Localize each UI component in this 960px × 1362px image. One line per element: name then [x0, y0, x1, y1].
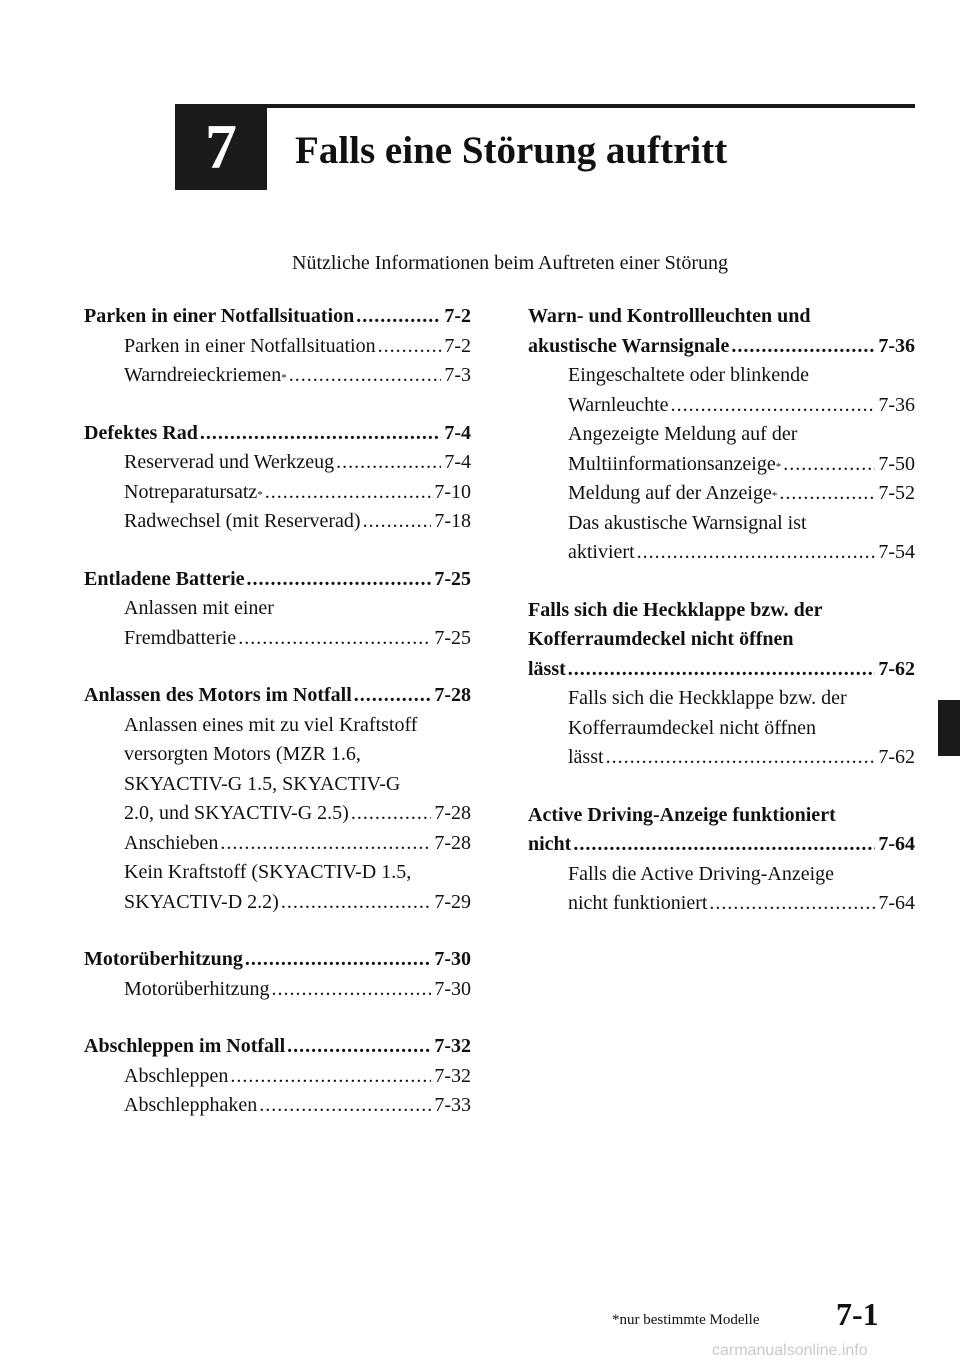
toc-entry-text: Angezeigte Meldung auf der — [568, 423, 798, 445]
toc-main-entry[interactable] — [84, 681, 471, 711]
toc-entry-text: Fremdbatterie — [124, 626, 237, 649]
watermark: carmanualsonline.info — [712, 1342, 868, 1359]
toc-sub-entry[interactable] — [528, 860, 915, 919]
toc-entry-text: Active Driving-Anzeige funktioniert — [528, 803, 836, 826]
toc-line: Meldung auf der Anzeige * ..... 7-52 — [528, 479, 915, 509]
toc-line — [84, 419, 471, 449]
toc-sub-entry[interactable] — [528, 509, 915, 568]
chapter-subtitle: Nützliche Informationen beim Auftreten einer Störung — [292, 252, 728, 274]
toc-line — [528, 596, 915, 626]
toc-entry-text: Falls sich die Heckklappe bzw. der — [528, 598, 823, 621]
toc-line — [84, 711, 471, 741]
toc-section — [84, 945, 471, 1004]
dot-leader — [265, 478, 432, 508]
toc-page-ref: 7-2 — [444, 334, 471, 357]
toc-entry-text: Multiinformationsanzeige — [568, 452, 776, 475]
toc-line — [84, 302, 471, 332]
dot-leader — [573, 830, 875, 860]
toc-page-ref: 7-36 — [878, 393, 915, 416]
toc-line: Warndreieckriemen * ..... 7-3 — [84, 361, 471, 391]
dot-leader — [731, 332, 875, 362]
toc-entry-text: Notreparatursatz — [124, 480, 258, 503]
toc-page-ref: 7-25 — [434, 567, 471, 590]
toc-line — [84, 624, 471, 654]
dot-leader — [363, 507, 432, 537]
toc-entry-text: lässt — [568, 746, 604, 768]
toc-entry-text: Motorüberhitzung — [84, 948, 243, 970]
toc-entry-text: versorgten Motors (MZR 1.6, — [124, 743, 361, 765]
toc-entry-text: Anlassen eines mit zu viel Kraftstoff — [124, 713, 418, 736]
toc-entry-text: Reserverad und Werkzeug — [124, 451, 335, 473]
toc-section — [84, 681, 471, 917]
toc-entry-text: 2.0, und SKYACTIV-G 2.5) — [124, 802, 349, 824]
toc-line — [528, 302, 915, 332]
toc-line — [528, 830, 915, 860]
toc-line — [84, 858, 471, 888]
toc-line — [84, 975, 471, 1005]
toc-page-ref: 7-62 — [878, 746, 915, 768]
dot-leader — [220, 829, 431, 859]
toc-line — [528, 889, 915, 919]
toc-section — [84, 565, 471, 654]
toc-line — [528, 332, 915, 362]
toc-page-ref: 7-32 — [434, 1064, 471, 1087]
toc-page-ref: 7-29 — [434, 890, 471, 913]
toc-sub-entry[interactable] — [84, 361, 471, 391]
toc-main-entry[interactable] — [84, 302, 471, 332]
toc-line — [84, 507, 471, 537]
toc-entry-text: Anschieben — [124, 831, 219, 854]
page-number: 7-1 — [836, 1296, 879, 1332]
toc-page-ref: 7-64 — [878, 892, 915, 914]
dot-leader — [783, 450, 875, 480]
footnote: *nur bestimmte Modelle — [612, 1312, 760, 1328]
dot-leader — [200, 419, 441, 449]
toc-line — [528, 655, 915, 685]
dot-leader — [230, 1062, 431, 1092]
toc-entry-text: Warndreieckriemen — [124, 364, 282, 386]
toc-line — [528, 801, 915, 831]
toc-line — [84, 448, 471, 478]
toc-line — [84, 594, 471, 624]
toc-entry-text: Warnleuchte — [568, 393, 669, 416]
toc-entry-text: Falls sich die Heckklappe bzw. der — [568, 687, 847, 709]
toc-line — [84, 829, 471, 859]
toc-main-entry[interactable] — [528, 596, 915, 685]
toc-main-entry[interactable] — [84, 419, 471, 449]
toc-sub-entry[interactable] — [84, 594, 471, 653]
toc-section — [84, 302, 471, 391]
toc-section — [528, 596, 915, 773]
toc-entry-text: Parken in einer Notfallsituation — [84, 305, 355, 327]
toc-sub-entry[interactable] — [84, 975, 471, 1005]
toc-line — [84, 1091, 471, 1121]
dot-leader — [568, 655, 876, 685]
toc-line: Notreparatursatz * ..... 7-10 — [84, 478, 471, 508]
toc-page-ref: 7-25 — [434, 626, 471, 649]
toc-entry-text: aktiviert — [568, 541, 635, 563]
toc-entry-text: Abschleppen — [124, 1064, 229, 1087]
toc-entry-text: Warn- und Kontrollleuchten und — [528, 305, 811, 327]
toc-page-ref: 7-10 — [434, 480, 471, 503]
toc-line — [528, 538, 915, 568]
toc-section — [528, 801, 915, 919]
toc-line — [84, 888, 471, 918]
toc-page-ref: 7-4 — [444, 451, 471, 473]
dot-leader — [336, 448, 441, 478]
toc-entry-text: Radwechsel (mit Reserverad) — [124, 510, 361, 532]
header-rule — [267, 104, 915, 108]
dot-leader — [606, 743, 876, 773]
dot-leader — [709, 889, 875, 919]
toc-page-ref: 7-28 — [434, 831, 471, 854]
toc-main-entry[interactable] — [528, 801, 915, 860]
toc-page-ref: 7-36 — [878, 334, 915, 357]
toc-sub-entry[interactable] — [84, 858, 471, 917]
toc-line — [84, 1032, 471, 1062]
toc-sub-entry[interactable] — [528, 361, 915, 420]
toc-page-ref: 7-28 — [434, 684, 471, 706]
toc-right-column — [528, 302, 915, 947]
chapter-title: Falls eine Störung auftritt — [295, 129, 728, 172]
toc-page-ref: 7-64 — [878, 833, 915, 855]
toc-line — [84, 332, 471, 362]
dot-leader — [281, 888, 432, 918]
toc-entry-text: Falls die Active Driving-Anzeige — [568, 862, 835, 885]
toc-entry-text: Defektes Rad — [84, 421, 198, 444]
toc-line: Multiinformationsanzeige * ..... 7-50 — [528, 450, 915, 480]
dot-leader — [356, 302, 441, 332]
dot-leader — [247, 565, 432, 595]
toc-line — [84, 799, 471, 829]
toc-entry-text: SKYACTIV-G 1.5, SKYACTIV-G — [124, 772, 401, 795]
toc-line — [84, 740, 471, 770]
toc-page-ref: 7-2 — [444, 305, 471, 327]
toc-section — [528, 302, 915, 568]
dot-leader — [351, 799, 432, 829]
toc-entry-text: akustische Warnsignale — [528, 334, 730, 357]
dot-leader — [259, 1091, 431, 1121]
toc-entry-text: Parken in einer Notfallsituation — [124, 334, 376, 357]
toc-sub-entry[interactable] — [84, 829, 471, 859]
toc-page-ref: 7-32 — [434, 1035, 471, 1057]
toc-sub-entry[interactable] — [528, 420, 915, 479]
toc-section — [84, 1032, 471, 1121]
dot-leader — [245, 945, 431, 975]
toc-line — [84, 681, 471, 711]
toc-line — [528, 391, 915, 421]
toc-page-ref: 7-62 — [878, 657, 915, 680]
toc-entry-text: Eingeschaltete oder blinkende — [568, 364, 810, 386]
toc-line — [84, 770, 471, 800]
toc-entry-text: Kein Kraftstoff (SKYACTIV-D 1.5, — [124, 861, 412, 883]
toc-line — [84, 565, 471, 595]
toc-entry-text: Kofferraumdeckel nicht öffnen — [528, 628, 794, 650]
toc-entry-text: Abschlepphaken — [124, 1094, 258, 1116]
toc-page-ref: 7-30 — [434, 948, 471, 970]
toc-entry-text: nicht funktioniert — [568, 892, 708, 914]
toc-sub-entry[interactable] — [528, 479, 915, 509]
toc-main-entry[interactable] — [84, 1032, 471, 1062]
toc-sub-entry[interactable] — [84, 448, 471, 478]
toc-left-column — [84, 302, 471, 1149]
toc-sub-entry[interactable] — [84, 507, 471, 537]
toc-entry-text: Das akustische Warnsignal ist — [568, 511, 807, 534]
toc-line — [528, 714, 915, 744]
toc-page-ref: 7-30 — [434, 977, 471, 1000]
toc-main-entry[interactable] — [84, 565, 471, 595]
toc-page-ref: 7-3 — [444, 364, 471, 386]
toc-entry-text: Anlassen des Motors im Notfall — [84, 684, 352, 706]
toc-entry-text: Anlassen mit einer — [124, 597, 274, 619]
toc-main-entry[interactable] — [84, 945, 471, 975]
toc-line — [84, 1062, 471, 1092]
dot-leader — [238, 624, 431, 654]
dot-leader — [637, 538, 876, 568]
toc-section — [84, 419, 471, 537]
toc-line — [84, 945, 471, 975]
toc-page-ref: 7-52 — [878, 482, 915, 504]
dot-leader — [272, 975, 432, 1005]
toc-page-ref: 7-54 — [878, 541, 915, 563]
toc-entry-text: SKYACTIV-D 2.2) — [124, 890, 279, 913]
toc-entry-text: Motorüberhitzung — [124, 977, 270, 1000]
toc-line — [528, 684, 915, 714]
dot-leader — [671, 391, 876, 421]
toc-entry-text: Meldung auf der Anzeige — [568, 482, 772, 504]
toc-entry-text: lässt — [528, 657, 566, 680]
toc-entry-text: nicht — [528, 833, 572, 855]
toc-entry-text: Entladene Batterie — [84, 567, 245, 590]
dot-leader — [779, 479, 875, 509]
toc-sub-entry[interactable] — [84, 711, 471, 829]
toc-line — [528, 420, 915, 450]
toc-line — [528, 860, 915, 890]
dot-leader — [289, 361, 442, 391]
toc-main-entry[interactable] — [528, 302, 915, 361]
toc-entry-text: Kofferraumdeckel nicht öffnen — [568, 716, 817, 739]
toc-page-ref: 7-4 — [444, 421, 471, 444]
toc-sub-entry[interactable] — [84, 1091, 471, 1121]
toc-page-ref: 7-18 — [434, 510, 471, 532]
toc-line — [528, 509, 915, 539]
toc-entry-text: Abschleppen im Notfall — [84, 1035, 286, 1057]
dot-leader — [287, 1032, 431, 1062]
toc-line — [528, 743, 915, 773]
dot-leader — [354, 681, 432, 711]
chapter-number-box: 7 — [175, 104, 267, 190]
toc-sub-entry[interactable] — [84, 478, 471, 508]
toc-line — [528, 625, 915, 655]
toc-sub-entry[interactable] — [528, 684, 915, 773]
toc-page-ref: 7-28 — [434, 802, 471, 824]
chapter-side-tab — [938, 700, 960, 756]
toc-sub-entry[interactable] — [84, 332, 471, 362]
toc-sub-entry[interactable] — [84, 1062, 471, 1092]
toc-line — [528, 361, 915, 391]
toc-page-ref: 7-50 — [878, 452, 915, 475]
dot-leader — [378, 332, 442, 362]
toc-page-ref: 7-33 — [434, 1094, 471, 1116]
